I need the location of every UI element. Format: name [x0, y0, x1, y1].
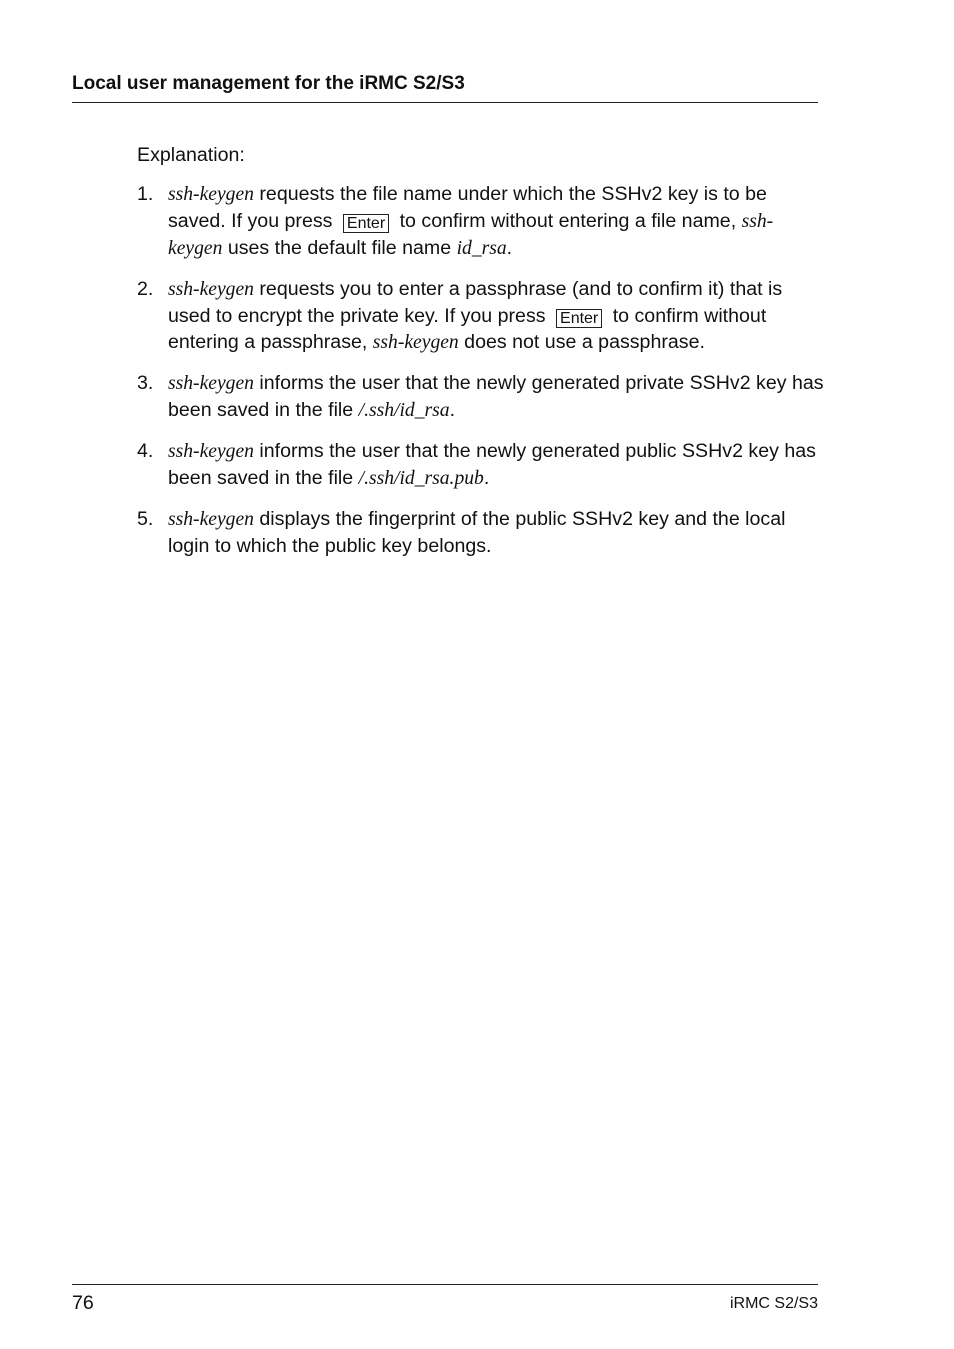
punctuation: . [449, 399, 456, 421]
step-text: does not use a passphrase. [458, 331, 705, 353]
command-name: ssh-keygen [372, 332, 459, 353]
step-number: 3. [137, 372, 154, 394]
list-item-step-1 [137, 181, 827, 262]
document-title: iRMC S2/S3 [729, 1295, 818, 1312]
step-text: uses the default file name [222, 237, 457, 259]
file-path: /.ssh/id_rsa.pub [358, 468, 484, 489]
step-number: 5. [137, 508, 154, 530]
step-text: to confirm without entering a file name, [399, 210, 737, 232]
explanation-heading: Explanation: [137, 144, 245, 166]
enter-key-symbol: Enter [556, 309, 602, 328]
step-text: displays the fingerprint of the public SSHv2 key and the local login to which the public key belongs. [168, 508, 786, 557]
step-text: informs the user that the newly generated private SSHv2 key has been saved in the file [168, 372, 824, 421]
file-path: /.ssh/id_rsa [358, 400, 450, 421]
enter-key-symbol: Enter [343, 214, 389, 233]
list-item-step-2 [137, 276, 827, 356]
main-content [137, 142, 827, 573]
command-name: ssh-keygen [168, 279, 254, 300]
list-item-step-5 [137, 506, 827, 559]
step-text: to confirm without entering a passphrase, [168, 305, 767, 353]
command-name: ssh-keygen [168, 509, 254, 530]
command-name: ssh-keygen [168, 184, 254, 205]
step-number: 2. [137, 278, 154, 300]
step-text: informs the user that the newly generated public SSHv2 key has been saved in the file [168, 440, 816, 489]
file-name: id_rsa [456, 238, 507, 259]
list-item-step-3 [137, 370, 827, 424]
step-text: requests you to enter a passphrase (and to confirm it) that is used to encrypt the private key. If you press [168, 278, 783, 327]
command-name: ssh-keygen [168, 441, 254, 462]
running-header [72, 72, 818, 103]
section-title: Local user management for the iRMC S2/S3 [72, 73, 465, 94]
step-number: 4. [137, 440, 154, 462]
running-footer [72, 1284, 818, 1325]
step-text: requests the file name under which the SSHv2 key is to be saved. If you press [168, 183, 767, 232]
steps-list [137, 181, 827, 559]
command-name: ssh-keygen [168, 211, 774, 259]
punctuation: . [506, 237, 513, 259]
command-name: ssh-keygen [168, 373, 254, 394]
punctuation: . [483, 467, 490, 489]
step-number: 1. [137, 183, 154, 205]
page-number: 76 [72, 1292, 94, 1314]
list-item-step-4 [137, 438, 827, 492]
